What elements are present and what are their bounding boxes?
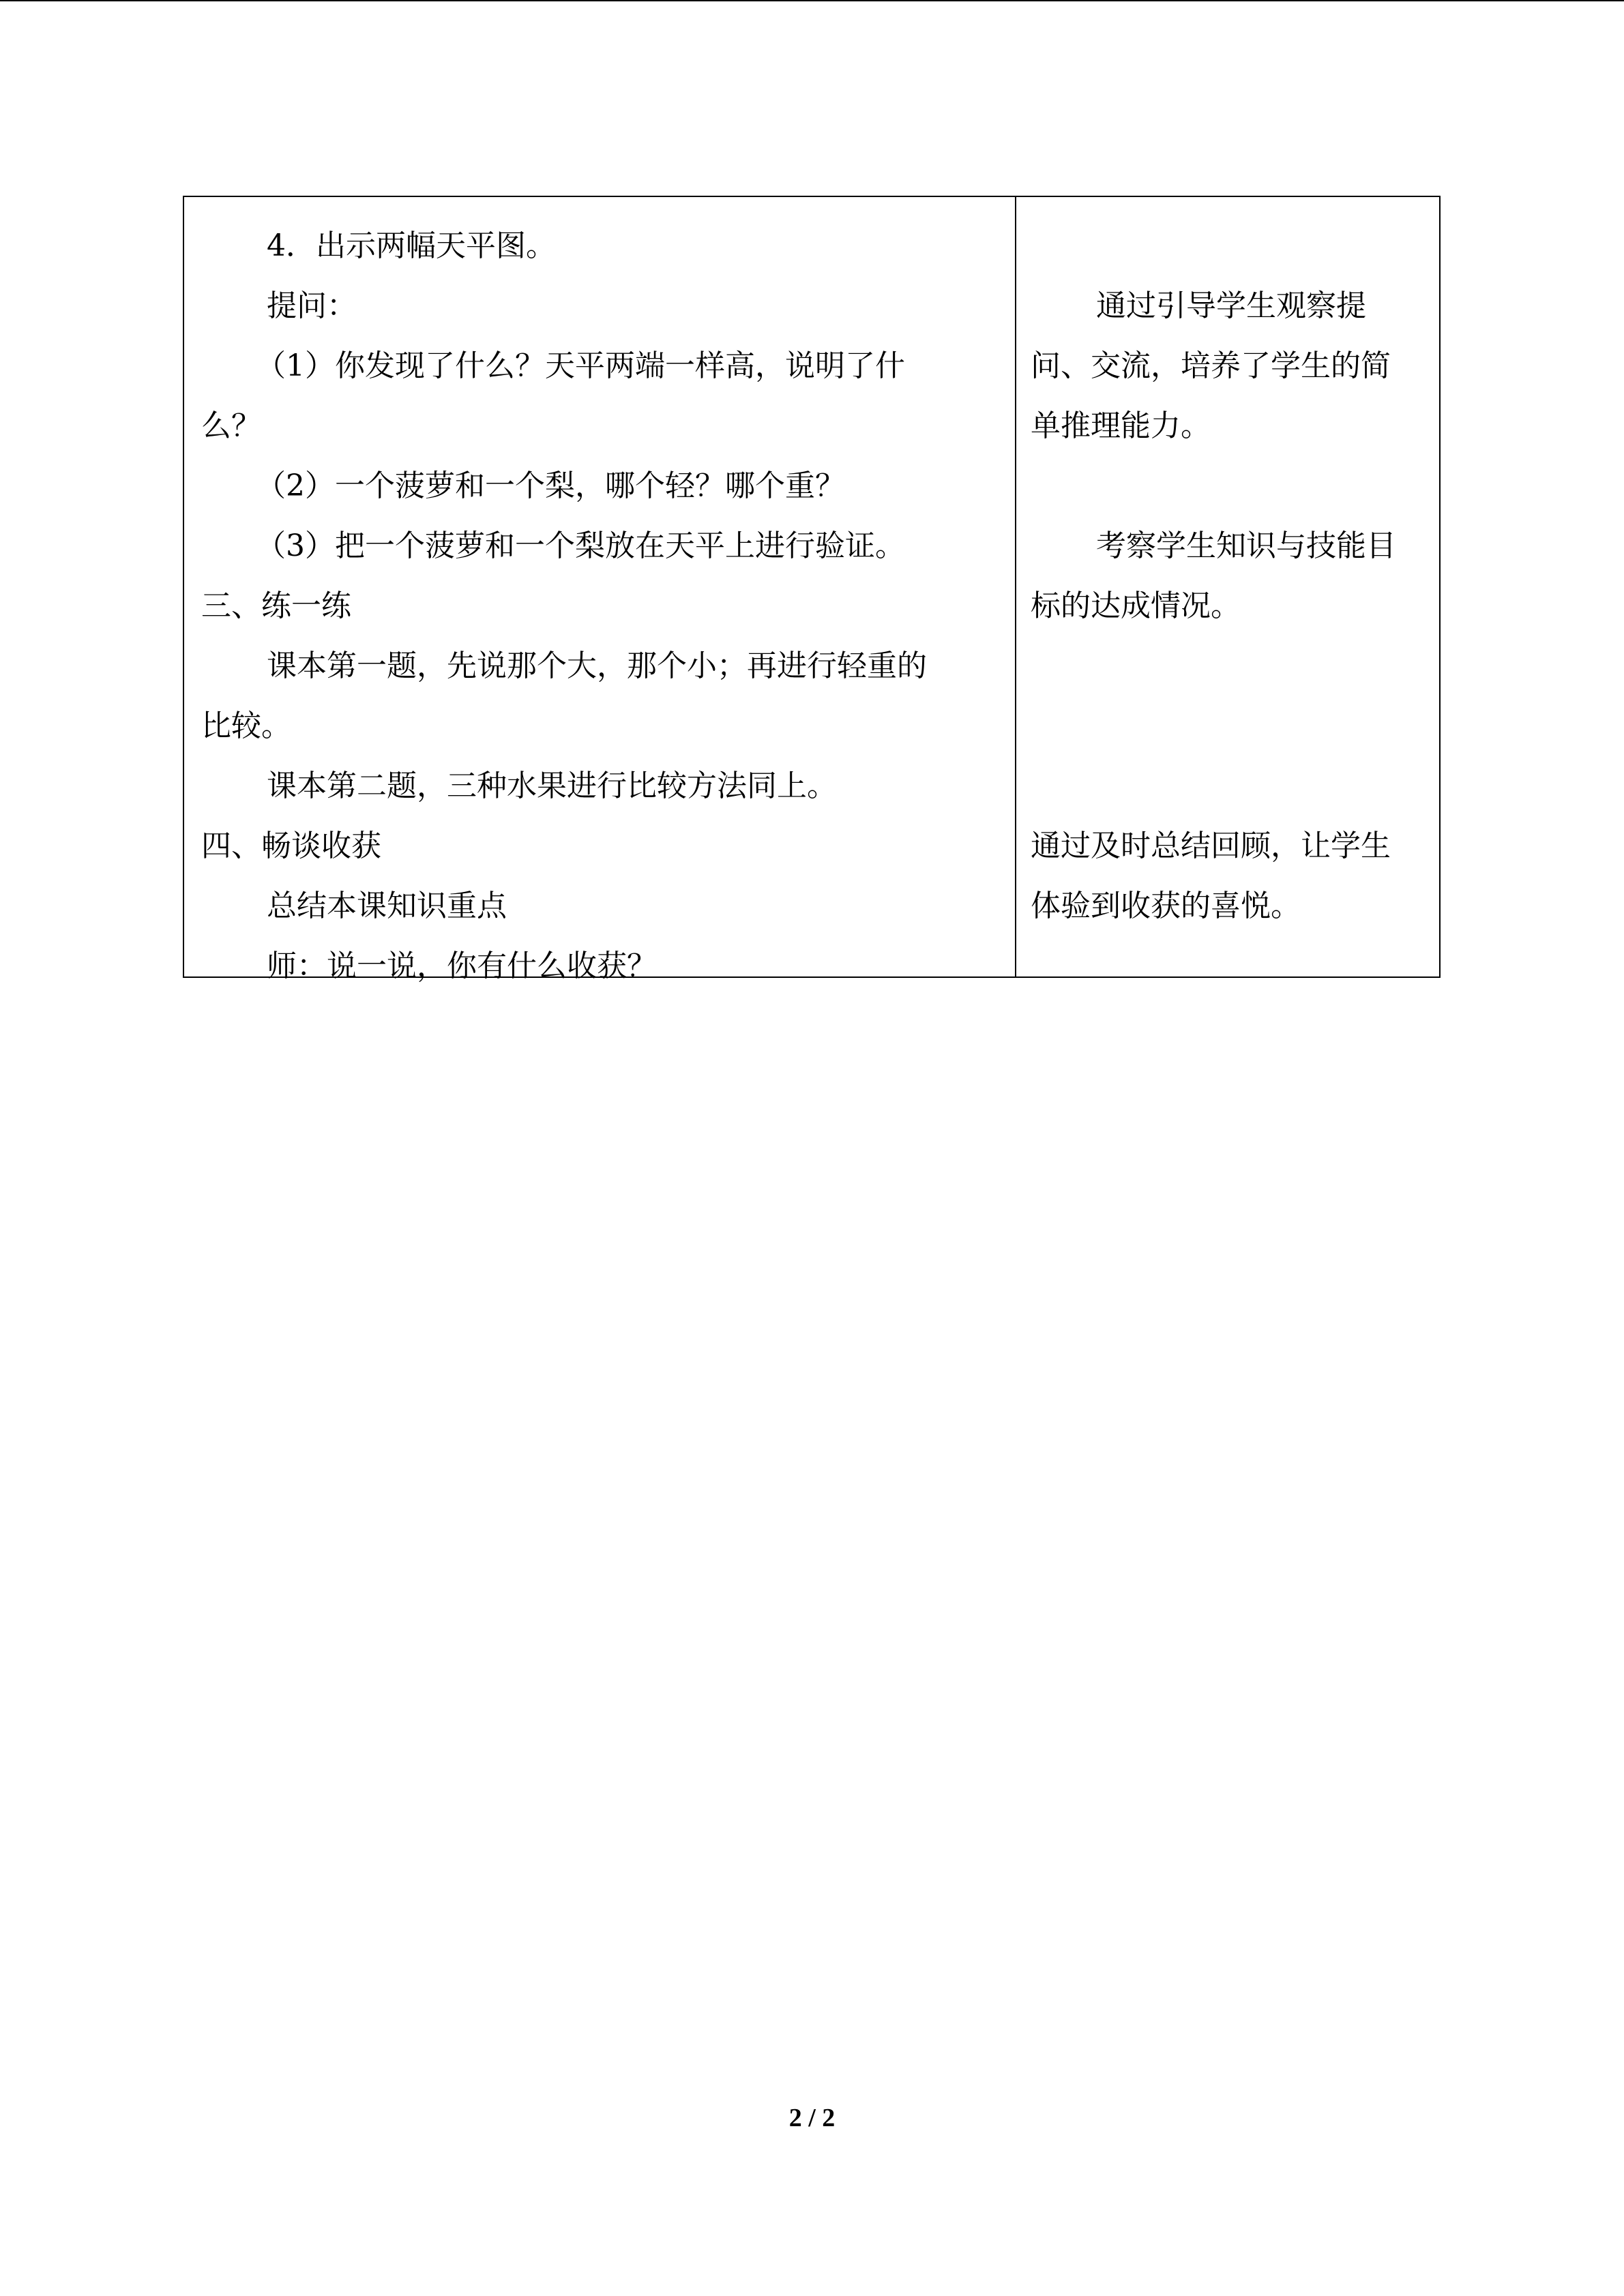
exercise-1-line-1: 课本第一题，先说那个大，那个小；再进行轻重的 [267, 648, 927, 683]
column-divider [1015, 197, 1016, 976]
summary-key-points: 总结本课知识重点 [267, 889, 507, 923]
top-border-rule [0, 0, 1624, 1]
question-heading: 提问： [267, 288, 357, 323]
intent-reasoning-line-3: 单推理能力。 [1031, 408, 1211, 443]
teaching-process-cell [201, 216, 999, 996]
question-1-line-1: （1）你发现了什么？天平两端一样高，说明了什 [256, 348, 905, 383]
design-intent-cell [1031, 216, 1430, 996]
question-1-line-2: 么？ [201, 408, 261, 443]
intent-blank-line-2 [1031, 456, 1430, 516]
page-number: 2 / 2 [788, 2104, 836, 2132]
intent-blank-line-6 [1031, 936, 1430, 996]
intent-reasoning-line-1: 通过引导学生观察提 [1096, 288, 1366, 323]
step-show-balance-images: 4．出示两幅天平图。 [267, 228, 556, 263]
intent-blank-line-1 [1031, 216, 1430, 276]
exercise-1-line-2: 比较。 [201, 709, 291, 743]
question-2: （2）一个菠萝和一个梨，哪个轻？哪个重？ [256, 468, 845, 503]
question-3: （3）把一个菠萝和一个梨放在天平上进行验证。 [256, 528, 905, 563]
intent-assessment-line-1: 考察学生知识与技能目 [1096, 528, 1396, 563]
intent-blank-line-4 [1031, 696, 1430, 756]
intent-summary-line-2: 体验到收获的喜悦。 [1031, 889, 1301, 923]
section-practice-heading: 三、练一练 [201, 588, 351, 623]
teacher-prompt: 师：说一说，你有什么收获？ [267, 949, 657, 983]
intent-assessment-line-2: 标的达成情况。 [1031, 588, 1241, 623]
intent-reasoning-line-2: 问、交流，培养了学生的简 [1031, 348, 1391, 383]
intent-summary-line-1: 通过及时总结回顾，让学生 [1031, 829, 1391, 863]
lesson-plan-table [183, 196, 1441, 983]
intent-blank-line-5 [1031, 756, 1430, 816]
intent-blank-line-3 [1031, 636, 1430, 696]
exercise-2: 课本第二题，三种水果进行比较方法同上。 [267, 769, 837, 803]
section-summary-heading: 四、畅谈收获 [201, 829, 381, 863]
